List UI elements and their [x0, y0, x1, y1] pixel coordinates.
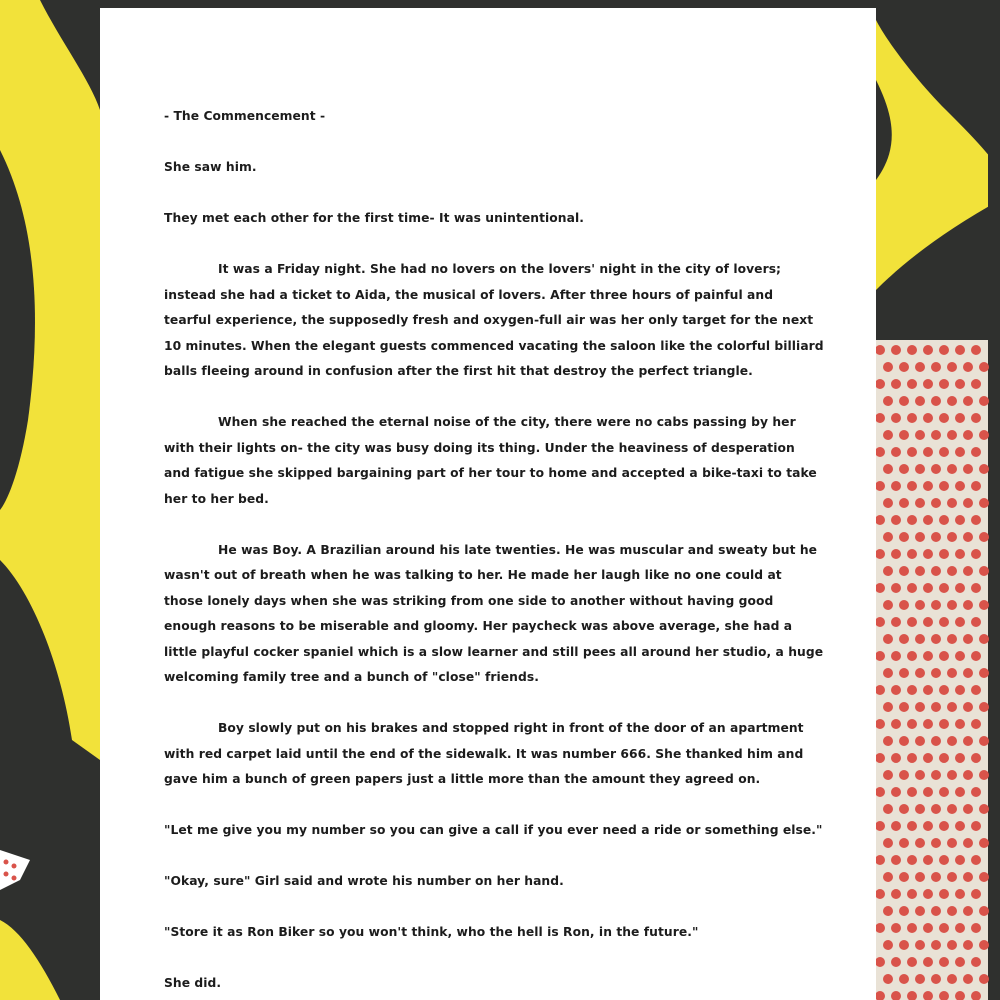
polka-dot: [907, 515, 917, 525]
polka-dot: [907, 685, 917, 695]
polka-dot: [939, 957, 949, 967]
polka-dot: [955, 889, 965, 899]
polka-dot: [955, 481, 965, 491]
polka-dot: [947, 702, 957, 712]
polka-dot: [971, 753, 981, 763]
polka-dot: [915, 838, 925, 848]
polka-dot: [979, 498, 989, 508]
polka-dot: [899, 906, 909, 916]
polka-dot: [923, 515, 933, 525]
polka-dot: [907, 413, 917, 423]
polka-dot: [955, 821, 965, 831]
polka-dot: [899, 668, 909, 678]
polka-dot: [891, 617, 901, 627]
polka-dot: [979, 430, 989, 440]
polka-dot: [907, 991, 917, 1000]
polka-dot: [907, 583, 917, 593]
polka-dot: [923, 957, 933, 967]
polka-dot: [876, 345, 885, 355]
polka-dot: [931, 532, 941, 542]
polka-dot: [963, 362, 973, 372]
polka-dot: [891, 583, 901, 593]
polka-dot: [891, 991, 901, 1000]
polka-dot: [899, 974, 909, 984]
polka-dot: [876, 991, 885, 1000]
document-body: [164, 104, 824, 997]
polka-dot: [907, 821, 917, 831]
polka-dot: [963, 600, 973, 610]
polka-dot: [899, 940, 909, 950]
polka-dot: [939, 345, 949, 355]
polka-dot: [899, 770, 909, 780]
polka-dot: [971, 379, 981, 389]
polka-dot: [979, 566, 989, 576]
polka-dot: [931, 906, 941, 916]
polka-dot: [963, 396, 973, 406]
polka-dot: [876, 617, 885, 627]
polka-dot: [971, 923, 981, 933]
polka-dot: [955, 855, 965, 865]
polka-dot: [971, 821, 981, 831]
polka-dot: [979, 702, 989, 712]
polka-dot: [923, 583, 933, 593]
polka-dot: [923, 991, 933, 1000]
polka-dot: [947, 804, 957, 814]
polka-dot: [931, 872, 941, 882]
polka-dot: [883, 668, 893, 678]
polka-dot: [931, 498, 941, 508]
polka-dot: [891, 549, 901, 559]
polka-dot: [971, 413, 981, 423]
polka-dot: [939, 821, 949, 831]
polka-dot: [915, 430, 925, 440]
polka-dot: [963, 634, 973, 644]
polka-dot: [963, 838, 973, 848]
polka-dot: [923, 923, 933, 933]
polka-dot: [899, 430, 909, 440]
polka-dot: [963, 532, 973, 542]
polka-dot: [891, 923, 901, 933]
polka-dot: [876, 583, 885, 593]
polka-dot: [955, 447, 965, 457]
polka-dot: [931, 362, 941, 372]
polka-dot: [971, 787, 981, 797]
polka-dot: [923, 855, 933, 865]
polka-dot: [955, 923, 965, 933]
polka-dot: [971, 685, 981, 695]
polka-dot: [979, 872, 989, 882]
polka-dot: [907, 379, 917, 389]
polka-dot: [931, 566, 941, 576]
polka-dot: [899, 872, 909, 882]
polka-dot: [899, 702, 909, 712]
polka-dot: [923, 685, 933, 695]
polka-dot: [891, 719, 901, 729]
polka-dot: [915, 634, 925, 644]
polka-dot: [907, 549, 917, 559]
polka-dot: [963, 464, 973, 474]
polka-dot: [979, 974, 989, 984]
polka-dot: [939, 787, 949, 797]
polka-dot: [963, 498, 973, 508]
polka-dot: [915, 974, 925, 984]
polka-dot: [963, 736, 973, 746]
polka-dot: [891, 379, 901, 389]
polka-dot: [907, 481, 917, 491]
polka-dot: [876, 923, 885, 933]
polka-dot: [915, 804, 925, 814]
polka-dot: [971, 345, 981, 355]
polka-dot: [891, 651, 901, 661]
polka-dot: [899, 804, 909, 814]
polka-dot: [907, 617, 917, 627]
polka-dot: [907, 787, 917, 797]
polka-dot: [971, 617, 981, 627]
polka-dot: [899, 838, 909, 848]
polka-dot: [979, 838, 989, 848]
polka-dot: [923, 379, 933, 389]
polka-dot: [883, 804, 893, 814]
polka-dot: [891, 345, 901, 355]
paragraph: "Okay, sure" Girl said and wrote his number on her hand.: [164, 874, 564, 888]
polka-dot: [963, 872, 973, 882]
polka-dot: [939, 855, 949, 865]
polka-dot: [971, 447, 981, 457]
polka-dot: [979, 362, 989, 372]
polka-dot: [947, 396, 957, 406]
polka-dot: [876, 685, 885, 695]
polka-dot: [876, 549, 885, 559]
paragraph: They met each other for the first time- It was unintentional.: [164, 211, 584, 225]
polka-dot: [923, 447, 933, 457]
polka-dot: [923, 889, 933, 899]
polka-dot: [883, 736, 893, 746]
polka-dot: [979, 906, 989, 916]
polka-dot: [891, 855, 901, 865]
polka-dot: [931, 804, 941, 814]
polka-dot: [899, 498, 909, 508]
polka-dot: [907, 753, 917, 763]
polka-dot: [939, 923, 949, 933]
polka-dot: [931, 736, 941, 746]
polka-dot: [876, 413, 885, 423]
polka-dot: [955, 379, 965, 389]
polka-dot: [947, 362, 957, 372]
polka-dot: [939, 753, 949, 763]
polka-dot: [931, 430, 941, 440]
polka-dot: [883, 498, 893, 508]
polka-dot: [979, 804, 989, 814]
polka-dot: [931, 702, 941, 712]
polka-dot: [939, 413, 949, 423]
polka-dot: [876, 651, 885, 661]
polka-dot: [971, 719, 981, 729]
polka-dot: [891, 889, 901, 899]
polka-dot: [899, 736, 909, 746]
polka-dot: [883, 566, 893, 576]
polka-dot: [947, 566, 957, 576]
polka-dot: [899, 600, 909, 610]
polka-dot: [931, 974, 941, 984]
polka-dot: [979, 396, 989, 406]
polka-dot: [915, 566, 925, 576]
polka-dot: [979, 600, 989, 610]
polka-dot: [915, 736, 925, 746]
polka-dot: [907, 957, 917, 967]
left-decorative-strip: [0, 0, 100, 1000]
polka-dot: [883, 464, 893, 474]
polka-dot: [891, 481, 901, 491]
polka-dot: [939, 549, 949, 559]
polka-dot: [947, 736, 957, 746]
polka-dot: [971, 957, 981, 967]
polka-dot: [947, 498, 957, 508]
polka-dot: [876, 515, 885, 525]
document-title: - The Commencement -: [164, 109, 326, 123]
polka-dot: [883, 396, 893, 406]
polka-dot: [923, 753, 933, 763]
polka-dot: [883, 702, 893, 712]
polka-dot: [939, 719, 949, 729]
polka-dot: [955, 991, 965, 1000]
polka-dot: [955, 617, 965, 627]
polka-dot: [923, 719, 933, 729]
polka-dot: [939, 515, 949, 525]
polka-dot: [955, 787, 965, 797]
polka-dot: [923, 481, 933, 491]
polka-dot: [939, 583, 949, 593]
polka-dot: [876, 787, 885, 797]
polka-dot: [891, 515, 901, 525]
polka-dot: [947, 464, 957, 474]
polka-dot: [947, 770, 957, 780]
polka-dot: [955, 685, 965, 695]
polka-dot: [963, 974, 973, 984]
polka-dot: [971, 855, 981, 865]
polka-dot: [915, 464, 925, 474]
polka-dot: [907, 923, 917, 933]
polka-dot: [971, 991, 981, 1000]
polka-dot: [939, 617, 949, 627]
polka-dot: [923, 345, 933, 355]
polka-dot: [891, 447, 901, 457]
polka-dot: [971, 583, 981, 593]
polka-dot: [931, 770, 941, 780]
polka-dot: [931, 940, 941, 950]
polka-dot: [876, 753, 885, 763]
polka-dot: [899, 532, 909, 542]
polka-dot: [955, 583, 965, 593]
polka-dot: [915, 906, 925, 916]
polka-dot: [899, 464, 909, 474]
polka-dot: [947, 906, 957, 916]
polka-dot: [883, 770, 893, 780]
polka-dot: [939, 991, 949, 1000]
polka-dot: [923, 651, 933, 661]
polka-dot: [907, 719, 917, 729]
polka-dot: [923, 617, 933, 627]
polka-dot: [891, 821, 901, 831]
polka-dot: [947, 532, 957, 542]
polka-dot: [891, 957, 901, 967]
polka-dot: [891, 413, 901, 423]
polka-dot: [947, 940, 957, 950]
polka-dot: [876, 379, 885, 389]
polka-dot: [963, 804, 973, 814]
polka-dot: [899, 566, 909, 576]
paragraph: He was Boy. A Brazilian around his late twenties. He was muscular and sweaty but he wasn't out of breath when he was talking to her. He made her laugh like no one could at those lonely days when she was striking from one side to another without having good enough reasons to be miserable and gloomy. Her paycheck was above average, she had a little playful cocker spaniel which is a slow learner and still pees all around her studio, a huge welcoming family tree and a bunch of "close" friends.: [164, 542, 824, 684]
polka-dot: [876, 957, 885, 967]
polka-dot: [891, 753, 901, 763]
polka-dot: [971, 651, 981, 661]
polka-dot: [883, 430, 893, 440]
polka-dot: [955, 719, 965, 729]
paragraph: It was a Friday night. She had no lovers on the lovers' night in the city of lovers; instead she had a ticket to Aida, the musical of lovers. After three hours of painful and tearful experience, the supposedly fresh and oxygen-full air was her only target for the next 10 minutes. When the elegant guests commenced vacating the saloon like the colorful billiard balls fleeing around in confusion after the first hit that destroy the perfect triangle.: [164, 262, 824, 378]
polka-dot: [939, 379, 949, 389]
polka-dot: [979, 736, 989, 746]
polka-dot: [923, 787, 933, 797]
polka-dot: [963, 906, 973, 916]
polka-dot: [939, 889, 949, 899]
polka-dot: [876, 889, 885, 899]
polka-dot: [907, 855, 917, 865]
polka-dot: [899, 362, 909, 372]
polka-dot: [947, 974, 957, 984]
polka-dot: [955, 549, 965, 559]
polka-dot: [979, 532, 989, 542]
polka-dot: [963, 940, 973, 950]
polka-dot: [923, 549, 933, 559]
polka-dot: [883, 940, 893, 950]
polka-dot: [915, 872, 925, 882]
polka-dot: [915, 396, 925, 406]
polka-dot: [947, 872, 957, 882]
right-decorative-strip: [876, 0, 1000, 1000]
polka-dot: [923, 413, 933, 423]
polka-dot: [883, 634, 893, 644]
polka-dot: [876, 855, 885, 865]
polka-dot: [971, 481, 981, 491]
polka-dot: [947, 634, 957, 644]
polka-dot: [931, 838, 941, 848]
polka-dot: [939, 447, 949, 457]
polka-dot: [963, 668, 973, 678]
polka-dot: [883, 838, 893, 848]
polka-dot: [947, 838, 957, 848]
polka-dot: [947, 668, 957, 678]
paragraph: Boy slowly put on his brakes and stopped right in front of the door of an apartment with red carpet laid until the end of the sidewalk. It was number 666. She thanked him and gave him a bunch of green papers just a little more than the amount they agreed on.: [164, 721, 804, 786]
polka-dot: [883, 532, 893, 542]
paragraph: "Let me give you my number so you can give a call if you ever need a ride or something else.": [164, 823, 823, 837]
polka-dot: [876, 821, 885, 831]
polka-dot: [883, 362, 893, 372]
polka-dot: [931, 396, 941, 406]
polka-dot: [955, 345, 965, 355]
paragraph: She saw him.: [164, 160, 257, 174]
polka-dot: [883, 906, 893, 916]
polka-dot: [915, 600, 925, 610]
polka-dot: [899, 396, 909, 406]
polka-dot: [955, 515, 965, 525]
polka-dot: [907, 889, 917, 899]
polka-dot: [915, 668, 925, 678]
polka-dot: [915, 362, 925, 372]
polka-dot: [876, 447, 885, 457]
polka-dot: [876, 481, 885, 491]
polka-dot: [915, 532, 925, 542]
polka-dot: [883, 872, 893, 882]
polka-dot: [931, 668, 941, 678]
polka-dot: [971, 889, 981, 899]
polka-dot: [907, 345, 917, 355]
polka-dot: [915, 498, 925, 508]
polka-dot: [963, 702, 973, 712]
polka-dot: [947, 430, 957, 440]
polka-dot: [891, 685, 901, 695]
polka-dot: [907, 651, 917, 661]
polka-dot: [891, 787, 901, 797]
polka-dot: [931, 464, 941, 474]
polka-dot: [955, 651, 965, 661]
polka-dot: [923, 821, 933, 831]
polka-dot: [955, 413, 965, 423]
polka-dot: [915, 940, 925, 950]
polka-dot: [955, 753, 965, 763]
polka-dot: [979, 668, 989, 678]
polka-dot: [979, 940, 989, 950]
polka-dot: [899, 634, 909, 644]
polka-dot: [939, 651, 949, 661]
polka-dot: [915, 770, 925, 780]
polka-dot: [979, 464, 989, 474]
polka-dot: [907, 447, 917, 457]
polka-dot: [955, 957, 965, 967]
polka-dot: [915, 702, 925, 712]
document-page: [100, 8, 876, 1000]
polka-dot: [883, 974, 893, 984]
paragraph: When she reached the eternal noise of the city, there were no cabs passing by her with their lights on- the city was busy doing its thing. Under the heaviness of desperation and fatigue she skipped bargaining part of her tour to home and accepted a bike-taxi to take her to her bed.: [164, 415, 817, 506]
polka-dot: [971, 549, 981, 559]
polka-dot: [931, 600, 941, 610]
paragraph: "Store it as Ron Biker so you won't think, who the hell is Ron, in the future.": [164, 925, 699, 939]
polka-dot: [971, 515, 981, 525]
polka-dot: [963, 770, 973, 780]
polka-dot: [939, 481, 949, 491]
polka-dot: [876, 719, 885, 729]
left-pop-art-pattern: [0, 0, 100, 1000]
polka-dot: [931, 634, 941, 644]
paragraph: She did.: [164, 976, 222, 990]
polka-dot: [963, 566, 973, 576]
polka-dot: [939, 685, 949, 695]
polka-dot: [979, 634, 989, 644]
polka-dot: [979, 770, 989, 780]
polka-dot: [963, 430, 973, 440]
polka-dot: [883, 600, 893, 610]
polka-dot: [947, 600, 957, 610]
right-pop-art-pattern: [876, 0, 1000, 1000]
